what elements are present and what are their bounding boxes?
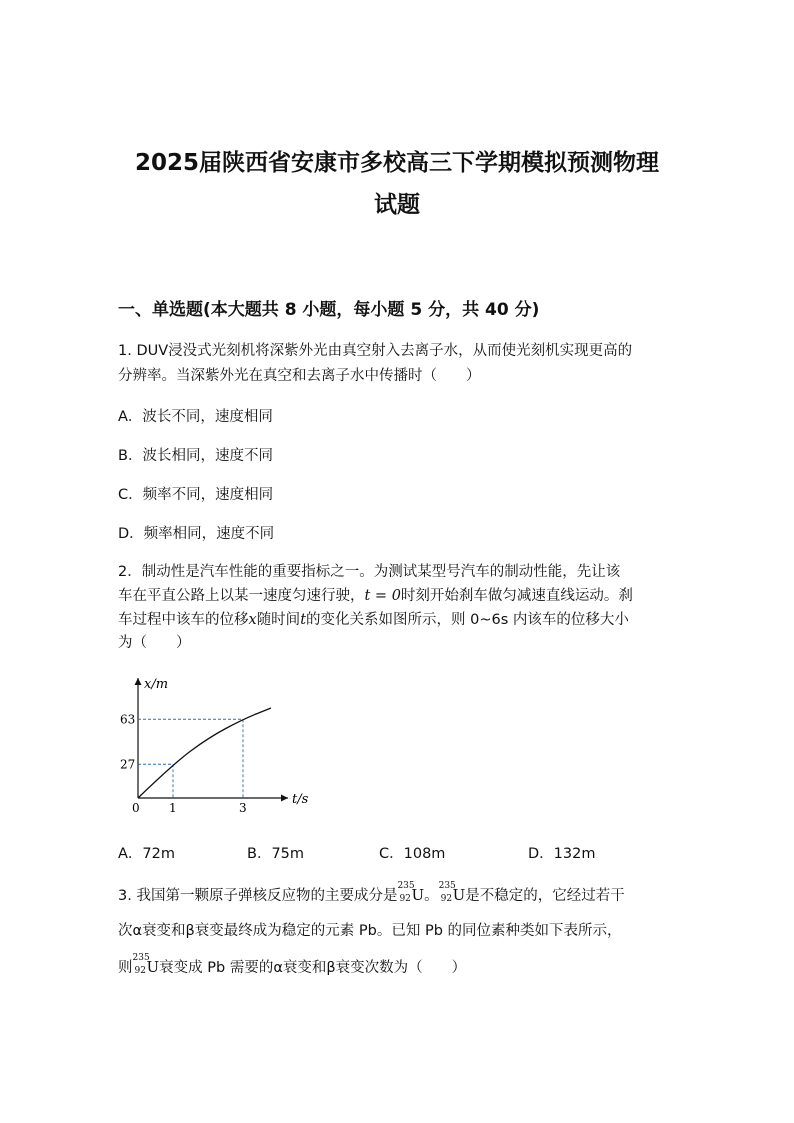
q2-line3-text-a: 车过程中该车的位移 bbox=[118, 612, 249, 628]
q2-line4: 为（ ） bbox=[118, 635, 191, 651]
q2-answer-d: D．132m bbox=[528, 846, 596, 862]
q1-option-a: A．波长不同，速度相同 bbox=[118, 409, 273, 425]
q2-var-t: t bbox=[300, 612, 307, 628]
q1-line2: 分辨率。当深紫外光在真空和去离子水中传播时（ ） bbox=[118, 368, 481, 384]
q2-line2 bbox=[118, 586, 633, 607]
q2-line3 bbox=[118, 610, 629, 631]
x-tick-label: 1 bbox=[169, 801, 177, 815]
q3-line2: 次α衰变和β衰变最终成为稳定的元素 Pb。已知 Pb 的同位素种类如下表所示， bbox=[118, 923, 622, 939]
q2-line3-text-c: 的变化关系如图所示，则 0~6s 内该车的位移大小 bbox=[306, 612, 629, 628]
y-tick-label: 63 bbox=[120, 712, 136, 727]
q1-option-b: B．波长相同，速度不同 bbox=[118, 448, 273, 464]
uranium-nuclide-1: 235 92 U bbox=[397, 881, 425, 904]
series-line-x-t bbox=[138, 708, 271, 798]
y-tick-label: 27 bbox=[120, 757, 136, 772]
document-title-line1: 2025届陕西省安康市多校高三下学期模拟预测物理 bbox=[134, 150, 659, 176]
q2-answer-a: A．72m bbox=[118, 846, 175, 862]
q2-answer-b: B．75m bbox=[247, 846, 305, 862]
q2-answer-c: C．108m bbox=[379, 846, 446, 862]
q2-line2-text-b: 时刻开始刹车做匀减速直线运动。刹 bbox=[400, 588, 633, 604]
uranium-nuclide-3: 235 92 U bbox=[132, 953, 160, 976]
q2-line1: 2．制动性是汽车性能的重要指标之一。为测试某型号汽车的制动性能，先让该 bbox=[118, 564, 621, 580]
x-t-graph bbox=[108, 670, 318, 820]
q3-line1-text-b: 。 bbox=[424, 888, 439, 904]
uranium-nuclide-2: 235 92 U bbox=[438, 881, 466, 904]
q3-line1-text-c: 是不稳定的，它经过若干 bbox=[465, 888, 625, 904]
q2-var-t0: t = 0 bbox=[364, 588, 401, 604]
q3-line3 bbox=[118, 953, 467, 979]
x-axis-label: t/s bbox=[292, 792, 309, 807]
section-heading: 一、单选题(本大题共 8 小题，每小题 5 分，共 40 分) bbox=[118, 300, 540, 320]
q3-line3-text-b: 衰变成 Pb 需要的α衰变和β衰变次数为（ ） bbox=[159, 960, 467, 976]
q1-line1: 1. DUV浸没式光刻机将深紫外光由真空射入去离子水，从而使光刻机实现更高的 bbox=[118, 343, 633, 359]
q3-line1 bbox=[118, 881, 625, 907]
q3-line3-text-a: 则 bbox=[118, 960, 133, 976]
origin-label: 0 bbox=[132, 801, 140, 815]
q1-option-d: D．频率相同，速度不同 bbox=[118, 526, 275, 542]
x-tick-label: 3 bbox=[239, 801, 247, 815]
q2-line2-text-a: 车在平直公路上以某一速度匀速行驶， bbox=[118, 588, 365, 604]
q2-line3-text-b: 随时间 bbox=[256, 612, 301, 628]
y-axis-label: x/m bbox=[144, 677, 169, 692]
q2-var-x: x bbox=[248, 612, 257, 628]
document-title-line2: 试题 bbox=[374, 192, 420, 218]
q3-line1-text-a: 3. 我国第一颗原子弹核反应物的主要成分是 bbox=[118, 888, 398, 904]
q1-option-c: C．频率不同，速度相同 bbox=[118, 487, 274, 503]
